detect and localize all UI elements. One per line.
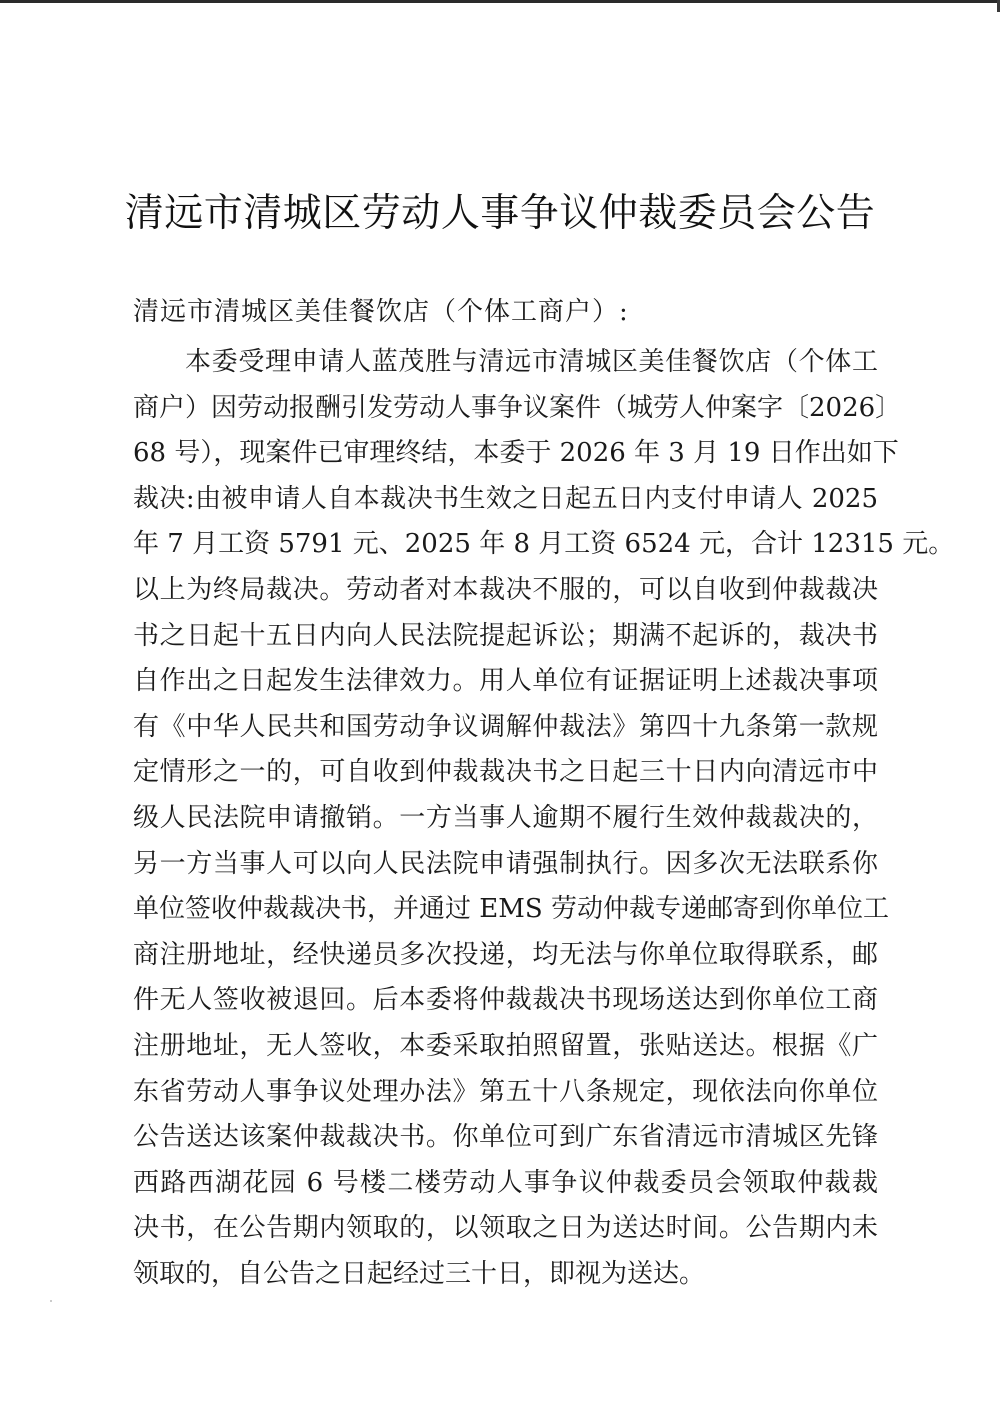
body-line: 注册地址，无人签收，本委采取拍照留置，张贴送达。根据《广 (133, 1030, 878, 1061)
addressee-line: 清远市清城区美佳餐饮店（个体工商户）: (133, 297, 629, 327)
body-line: 领取的，自公告之日起经过三十日，即视为送达。 (133, 1258, 706, 1289)
body-line: 东省劳动人事争议处理办法》第五十八条规定，现依法向你单位 (133, 1076, 878, 1107)
page-title: 清远市清城区劳动人事争议仲裁委员会公告 (124, 191, 876, 236)
body-line: 有《中华人民共和国劳动争议调解仲裁法》第四十九条第一款规 (133, 711, 878, 742)
scan-top-edge (0, 0, 1000, 3)
body-line: 商户）因劳动报酬引发劳动人事争议案件（城劳人仲案字〔2026〕 (133, 392, 902, 423)
notice-body (133, 340, 955, 1297)
body-line: 年 7 月工资 5791 元、2025 年 8 月工资 6524 元，合计 12315 元。 (133, 529, 955, 560)
body-line: 本委受理申请人蓝茂胜与清远市清城区美佳餐饮店（个体工 (185, 347, 878, 377)
body-line: 西路西湖花园 6 号楼二楼劳动人事争议仲裁委员会领取仲裁裁 (133, 1167, 878, 1198)
body-line: 件无人签收被退回。后本委将仲裁裁决书现场送达到你单位工商 (133, 985, 878, 1016)
body-line: 公告送达该案仲裁裁决书。你单位可到广东省清远市清城区先锋 (133, 1122, 878, 1153)
body-line: 决书，在公告期内领取的，以领取之日为送达时间。公告期内未 (133, 1213, 878, 1244)
body-line: 以上为终局裁决。劳动者对本裁决不服的，可以自收到仲裁裁决 (133, 574, 878, 605)
body-line: 定情形之一的，可自收到仲裁裁决书之日起三十日内向清远市中 (133, 757, 878, 788)
body-line: 68 号），现案件已审理终结，本委于 2026 年 3 月 19 日作出如下 (133, 438, 899, 469)
body-line: 商注册地址，经快递员多次投递，均无法与你单位取得联系，邮 (133, 939, 878, 970)
body-line: 裁决:由被申请人自本裁决书生效之日起五日内支付申请人 2025 (133, 483, 878, 514)
body-line: 另一方当事人可以向人民法院申请强制执行。因多次无法联系你 (133, 848, 878, 879)
body-line: 级人民法院申请撤销。一方当事人逾期不履行生效仲裁裁决的， (133, 802, 878, 833)
body-line: 自作出之日起发生法律效力。用人单位有证据证明上述裁决事项 (133, 666, 878, 697)
body-line: 书之日起十五日内向人民法院提起诉讼；期满不起诉的，裁决书 (133, 620, 878, 651)
body-line: 单位签收仲裁裁决书，并通过 EMS 劳动仲裁专递邮寄到你单位工 (133, 894, 889, 925)
scan-speck (50, 1300, 52, 1302)
